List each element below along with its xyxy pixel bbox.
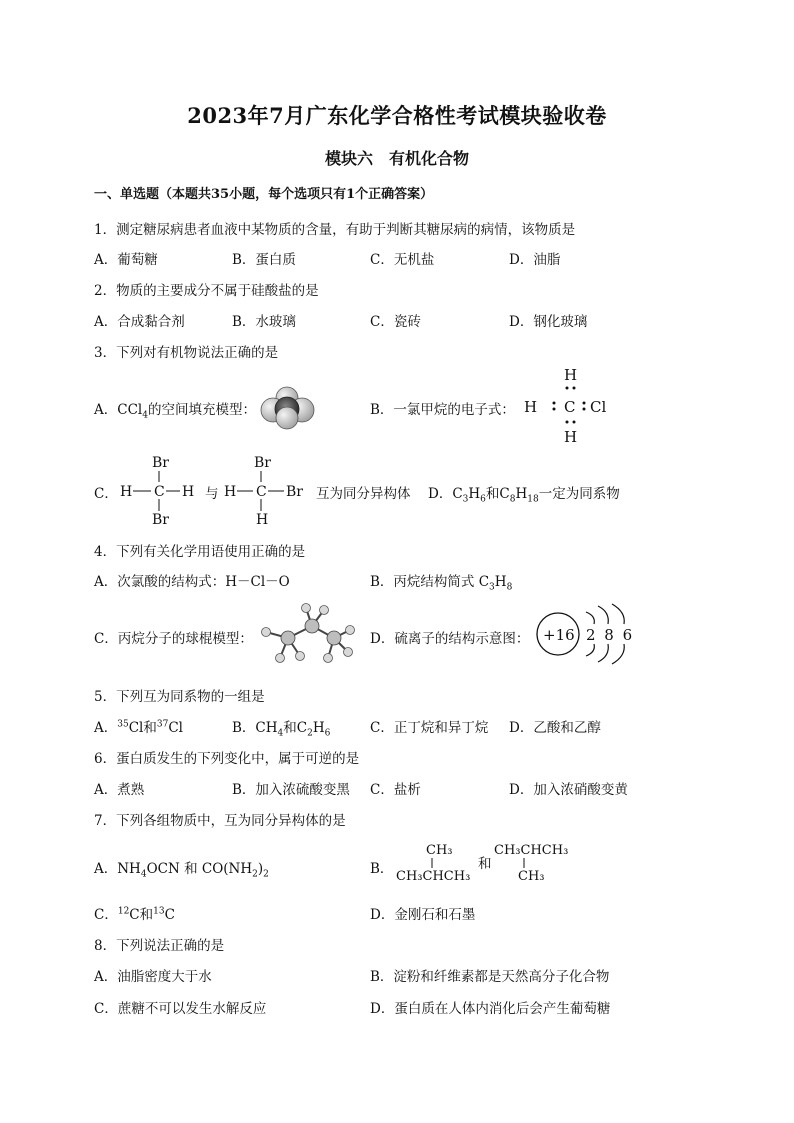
q4-option-d[interactable]: D．硫离子的结构示意图： xyxy=(370,631,530,647)
q3-d-t3: 和C xyxy=(485,486,510,502)
ef-h-left: H xyxy=(524,398,538,416)
propane-ball-stick-model-icon xyxy=(254,600,358,664)
q3-c-tail: 互为同分异构体 xyxy=(316,486,411,502)
q3-a-sub: 4 xyxy=(142,410,148,421)
question-7-stem: 7．下列各组物质中，互为同分异构体的是 xyxy=(94,813,346,829)
q7-a-s3: 2 xyxy=(263,869,269,880)
m2-h-bottom: H xyxy=(256,512,269,528)
q7-c-t1: C． xyxy=(94,907,118,923)
m1-h-left: H xyxy=(120,484,133,500)
q7-c-t2: C和 xyxy=(129,907,154,923)
m1-br-bottom: Br xyxy=(152,512,169,528)
q7-option-d[interactable]: D．金刚石和石墨 xyxy=(370,907,476,923)
q5-a-t3: Cl xyxy=(168,720,183,736)
q3-c-with: 与 xyxy=(205,486,219,502)
q3-d-t1: D．C xyxy=(428,486,463,502)
sulfide-ion-structure-diagram xyxy=(534,604,634,664)
iso-with: 和 xyxy=(478,856,492,872)
q1-option-a[interactable]: A．葡萄糖 xyxy=(94,252,158,268)
ef-h-top: H xyxy=(564,366,578,384)
iso2-main: CH₃CHCH₃ xyxy=(494,843,569,858)
q3-option-d[interactable] xyxy=(428,482,620,505)
q5-a-sup1: 35 xyxy=(117,719,129,730)
q5-b-t2: 和C xyxy=(283,720,308,736)
sulfide-shells-label: 2 8 6 xyxy=(586,626,635,644)
q5-b-s2: 2 xyxy=(307,728,313,739)
question-6-stem: 6．蛋白质发生的下列变化中，属于可逆的是 xyxy=(94,751,360,767)
q7-a-t3: ) xyxy=(257,861,264,877)
q5-a-t1: A． xyxy=(94,720,118,736)
m1-br-top: Br xyxy=(152,455,169,471)
q6-option-b[interactable]: B．加入浓硫酸变黑 xyxy=(232,782,350,798)
q7-c-sup2: 13 xyxy=(153,906,165,917)
q4-option-b[interactable] xyxy=(370,570,512,593)
q2-option-b[interactable]: B．水玻璃 xyxy=(232,314,296,330)
q4-option-a[interactable]: A．次氯酸的结构式：H－Cl－O xyxy=(94,574,290,590)
q8-option-a[interactable]: A．油脂密度大于水 xyxy=(94,969,212,985)
dibromomethane-structure-2 xyxy=(222,452,312,530)
q4-b-s1: 3 xyxy=(489,582,495,593)
q8-option-c[interactable]: C．蔗糖不可以发生水解反应 xyxy=(94,1001,267,1017)
q3-a-text-2: 的空间填充模型： xyxy=(147,402,256,418)
question-2-stem: 2．物质的主要成分不属于硅酸盐的是 xyxy=(94,283,319,299)
q2-option-a[interactable]: A．合成黏合剂 xyxy=(94,314,185,330)
q5-b-t1: B．CH xyxy=(232,720,278,736)
q3-d-s3: 8 xyxy=(509,494,516,505)
q4-b-s2: 8 xyxy=(506,582,513,593)
q4-b-t1: B．丙烷结构简式 C xyxy=(370,574,490,590)
q6-option-a[interactable]: A．煮熟 xyxy=(94,782,145,798)
q5-b-t3: H xyxy=(312,720,325,736)
q4-b-t2: H xyxy=(494,574,507,590)
q3-option-c-label[interactable]: C． xyxy=(94,486,118,502)
ef-c: C xyxy=(564,398,576,416)
m2-c: C xyxy=(256,484,267,500)
dibromomethane-structure-1 xyxy=(118,452,202,530)
q5-option-b[interactable] xyxy=(232,716,330,739)
section-heading: 一、单选题（本题共35小题，每个选项只有1个正确答案） xyxy=(94,187,434,202)
q6-option-d[interactable]: D．加入浓硝酸变黄 xyxy=(509,782,628,798)
q7-a-s1: 4 xyxy=(140,869,147,880)
question-3-stem: 3．下列对有机物说法正确的是 xyxy=(94,345,279,361)
q7-c-t3: C xyxy=(164,907,175,923)
page-subtitle: 模块六 有机化合物 xyxy=(324,149,469,168)
m2-br-top: Br xyxy=(254,455,271,471)
q5-b-s3: 6 xyxy=(324,728,331,739)
q2-option-d[interactable]: D．钢化玻璃 xyxy=(509,314,588,330)
q3-option-b[interactable]: B．一氯甲烷的电子式： xyxy=(370,402,515,418)
q7-a-s2: 2 xyxy=(252,869,258,880)
q3-a-text-1: A．CCl xyxy=(94,402,143,418)
ef-cl: Cl xyxy=(590,398,607,416)
q5-option-d[interactable]: D．乙酸和乙醇 xyxy=(509,720,601,736)
m1-c: C xyxy=(154,484,165,500)
q5-b-s1: 4 xyxy=(277,728,284,739)
q7-a-t2: OCN 和 CO(NH xyxy=(146,861,253,877)
sulfide-nucleus-label: +16 xyxy=(543,626,575,644)
q3-d-s1: 3 xyxy=(462,494,469,505)
q3-d-s2: 6 xyxy=(480,494,486,505)
iso1-top: CH₃ xyxy=(426,843,453,858)
q1-option-d[interactable]: D．油脂 xyxy=(509,252,561,268)
ccl4-space-filling-model-icon xyxy=(258,386,318,430)
q7-option-c[interactable] xyxy=(94,903,175,923)
q1-option-b[interactable]: B．蛋白质 xyxy=(232,252,296,268)
q8-option-d[interactable]: D．蛋白质在人体内消化后会产生葡萄糖 xyxy=(370,1001,611,1017)
page-title: 2023年7月广东化学合格性考试模块验收卷 xyxy=(187,103,607,128)
q6-option-c[interactable]: C．盐析 xyxy=(370,782,421,798)
iso1-main: CH₃CHCH₃ xyxy=(396,869,471,884)
q7-option-a[interactable] xyxy=(94,857,269,880)
q5-option-c[interactable]: C．正丁烷和异丁烷 xyxy=(370,720,489,736)
q5-a-t2: Cl和 xyxy=(128,720,157,736)
q3-d-t4: H xyxy=(515,486,528,502)
q3-option-a[interactable] xyxy=(94,398,256,421)
q3-d-t5: 一定为同系物 xyxy=(538,486,620,502)
q8-option-b[interactable]: B．淀粉和纤维素都是天然高分子化合物 xyxy=(370,969,610,985)
iso2-bottom: CH₃ xyxy=(518,869,545,884)
q5-a-sup2: 37 xyxy=(156,719,169,730)
question-1-stem: 1．测定糖尿病患者血液中某物质的含量，有助于判断其糖尿病的病情，该物质是 xyxy=(94,222,576,238)
ef-h-bottom: H xyxy=(564,428,578,446)
m2-h-left: H xyxy=(224,484,237,500)
q1-option-c[interactable]: C．无机盐 xyxy=(370,252,435,268)
chloromethane-electron-formula xyxy=(520,366,620,448)
question-5-stem: 5．下列互为同系物的一组是 xyxy=(94,689,265,705)
q7-option-b[interactable]: B． xyxy=(370,861,394,877)
q3-d-t2: H xyxy=(468,486,481,502)
question-4-stem: 4．下列有关化学用语使用正确的是 xyxy=(94,544,306,560)
q3-d-s4: 18 xyxy=(527,494,539,505)
m2-br-right: Br xyxy=(286,484,303,500)
q4-option-c[interactable]: C．丙烷分子的球棍模型： xyxy=(94,631,253,647)
question-8-stem: 8．下列说法正确的是 xyxy=(94,938,225,954)
m1-h-right: H xyxy=(182,484,195,500)
q7-a-t1: A．NH xyxy=(94,861,141,877)
q5-option-a[interactable] xyxy=(94,716,183,736)
isobutane-structures xyxy=(396,838,586,892)
q2-option-c[interactable]: C．瓷砖 xyxy=(370,314,421,330)
q7-c-sup1: 12 xyxy=(117,906,130,917)
